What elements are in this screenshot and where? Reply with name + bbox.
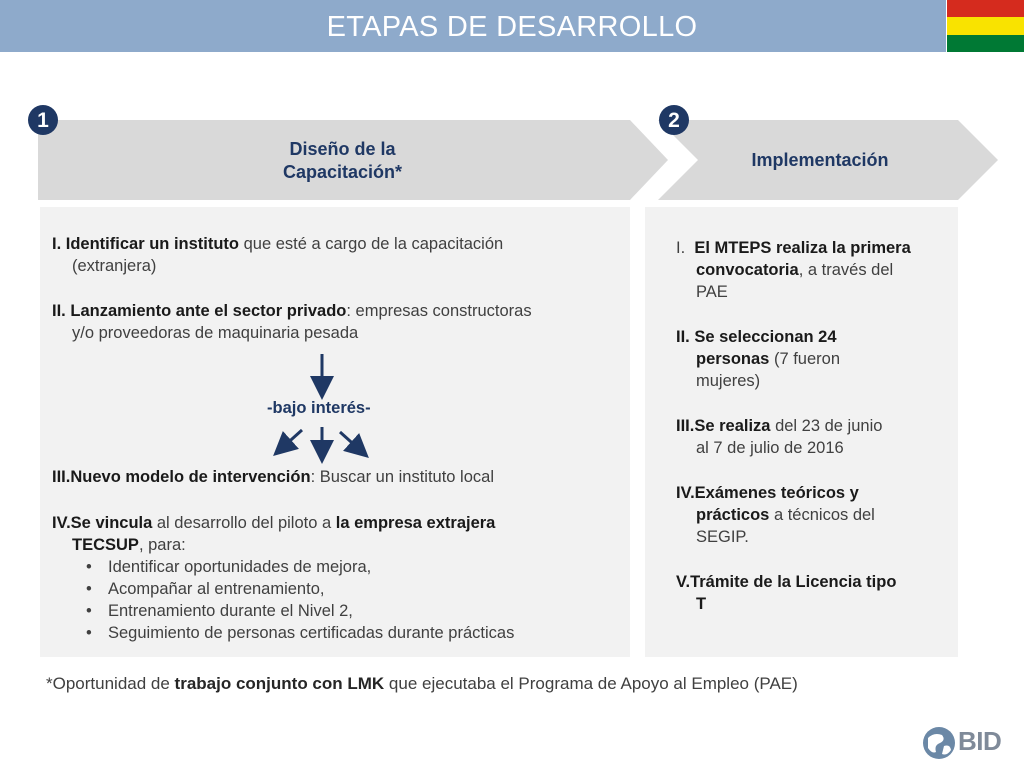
list-item: • Acompañar al entrenamiento, — [108, 578, 627, 600]
flag-stripe-green — [947, 35, 1024, 52]
design-bullet-list — [52, 556, 627, 644]
stage-1-title — [240, 138, 445, 184]
globe-icon — [922, 726, 956, 760]
stage-1-title-line2: Capacitación* — [282, 162, 403, 182]
flag-stripe-yellow — [947, 17, 1024, 34]
stage-1-number-badge: 1 — [28, 105, 58, 135]
bid-logo — [922, 722, 1017, 762]
implementation-item-1: I. El MTEPS realiza la primera convocatoria, a través del PAE — [676, 239, 911, 301]
page-title: ETAPAS DE DESARROLLO — [326, 11, 698, 43]
low-interest-label: -bajo interés- — [267, 399, 371, 417]
stage-1-title-line1: Diseño de la — [289, 139, 396, 159]
list-item: • Identificar oportunidades de mejora, — [108, 556, 627, 578]
design-item-2: II. Lanzamiento ante el sector privado: empresas constructoras y/o proveedoras de maquinaria pesada — [52, 302, 532, 342]
list-item: • Entrenamiento durante el Nivel 2, — [108, 600, 627, 622]
list-item: • Seguimiento de personas certificadas durante prácticas — [108, 622, 627, 644]
bid-logo-text: BID — [958, 726, 1002, 756]
footnote: *Oportunidad de trabajo conjunto con LMK que ejecutaba el Programa de Apoyo al Empleo (PAE) — [46, 674, 798, 693]
implementation-item-5: V.Trámite de la Licencia tipo T — [676, 573, 897, 613]
bolivia-flag — [947, 0, 1024, 52]
implementation-item-4: IV.Exámenes teóricos y prácticos a técnicos del SEGIP. — [676, 484, 875, 546]
design-item-4: IV.Se vincula al desarrollo del piloto a la empresa extrajera TECSUP, para: • Identificar oportunidades de mejora, • Acompañar al entrenamiento, • Entrenamiento durante el Nivel 2, • Seguimiento de personas certificadas durante prácticas — [52, 512, 627, 644]
flag-stripe-red — [947, 0, 1024, 17]
design-item-3: III.Nuevo modelo de intervención: Buscar un instituto local — [52, 468, 494, 486]
implementation-item-3: III.Se realiza del 23 de junio al 7 de julio de 2016 — [676, 417, 883, 457]
stage-2-number-badge: 2 — [659, 105, 689, 135]
stage-2-title: Implementación — [751, 150, 889, 170]
design-item-1: I. Identificar un instituto que esté a cargo de la capacitación (extranjera) — [52, 235, 504, 275]
implementation-item-2: II. Se seleccionan 24 personas (7 fueron mujeres) — [676, 328, 840, 390]
